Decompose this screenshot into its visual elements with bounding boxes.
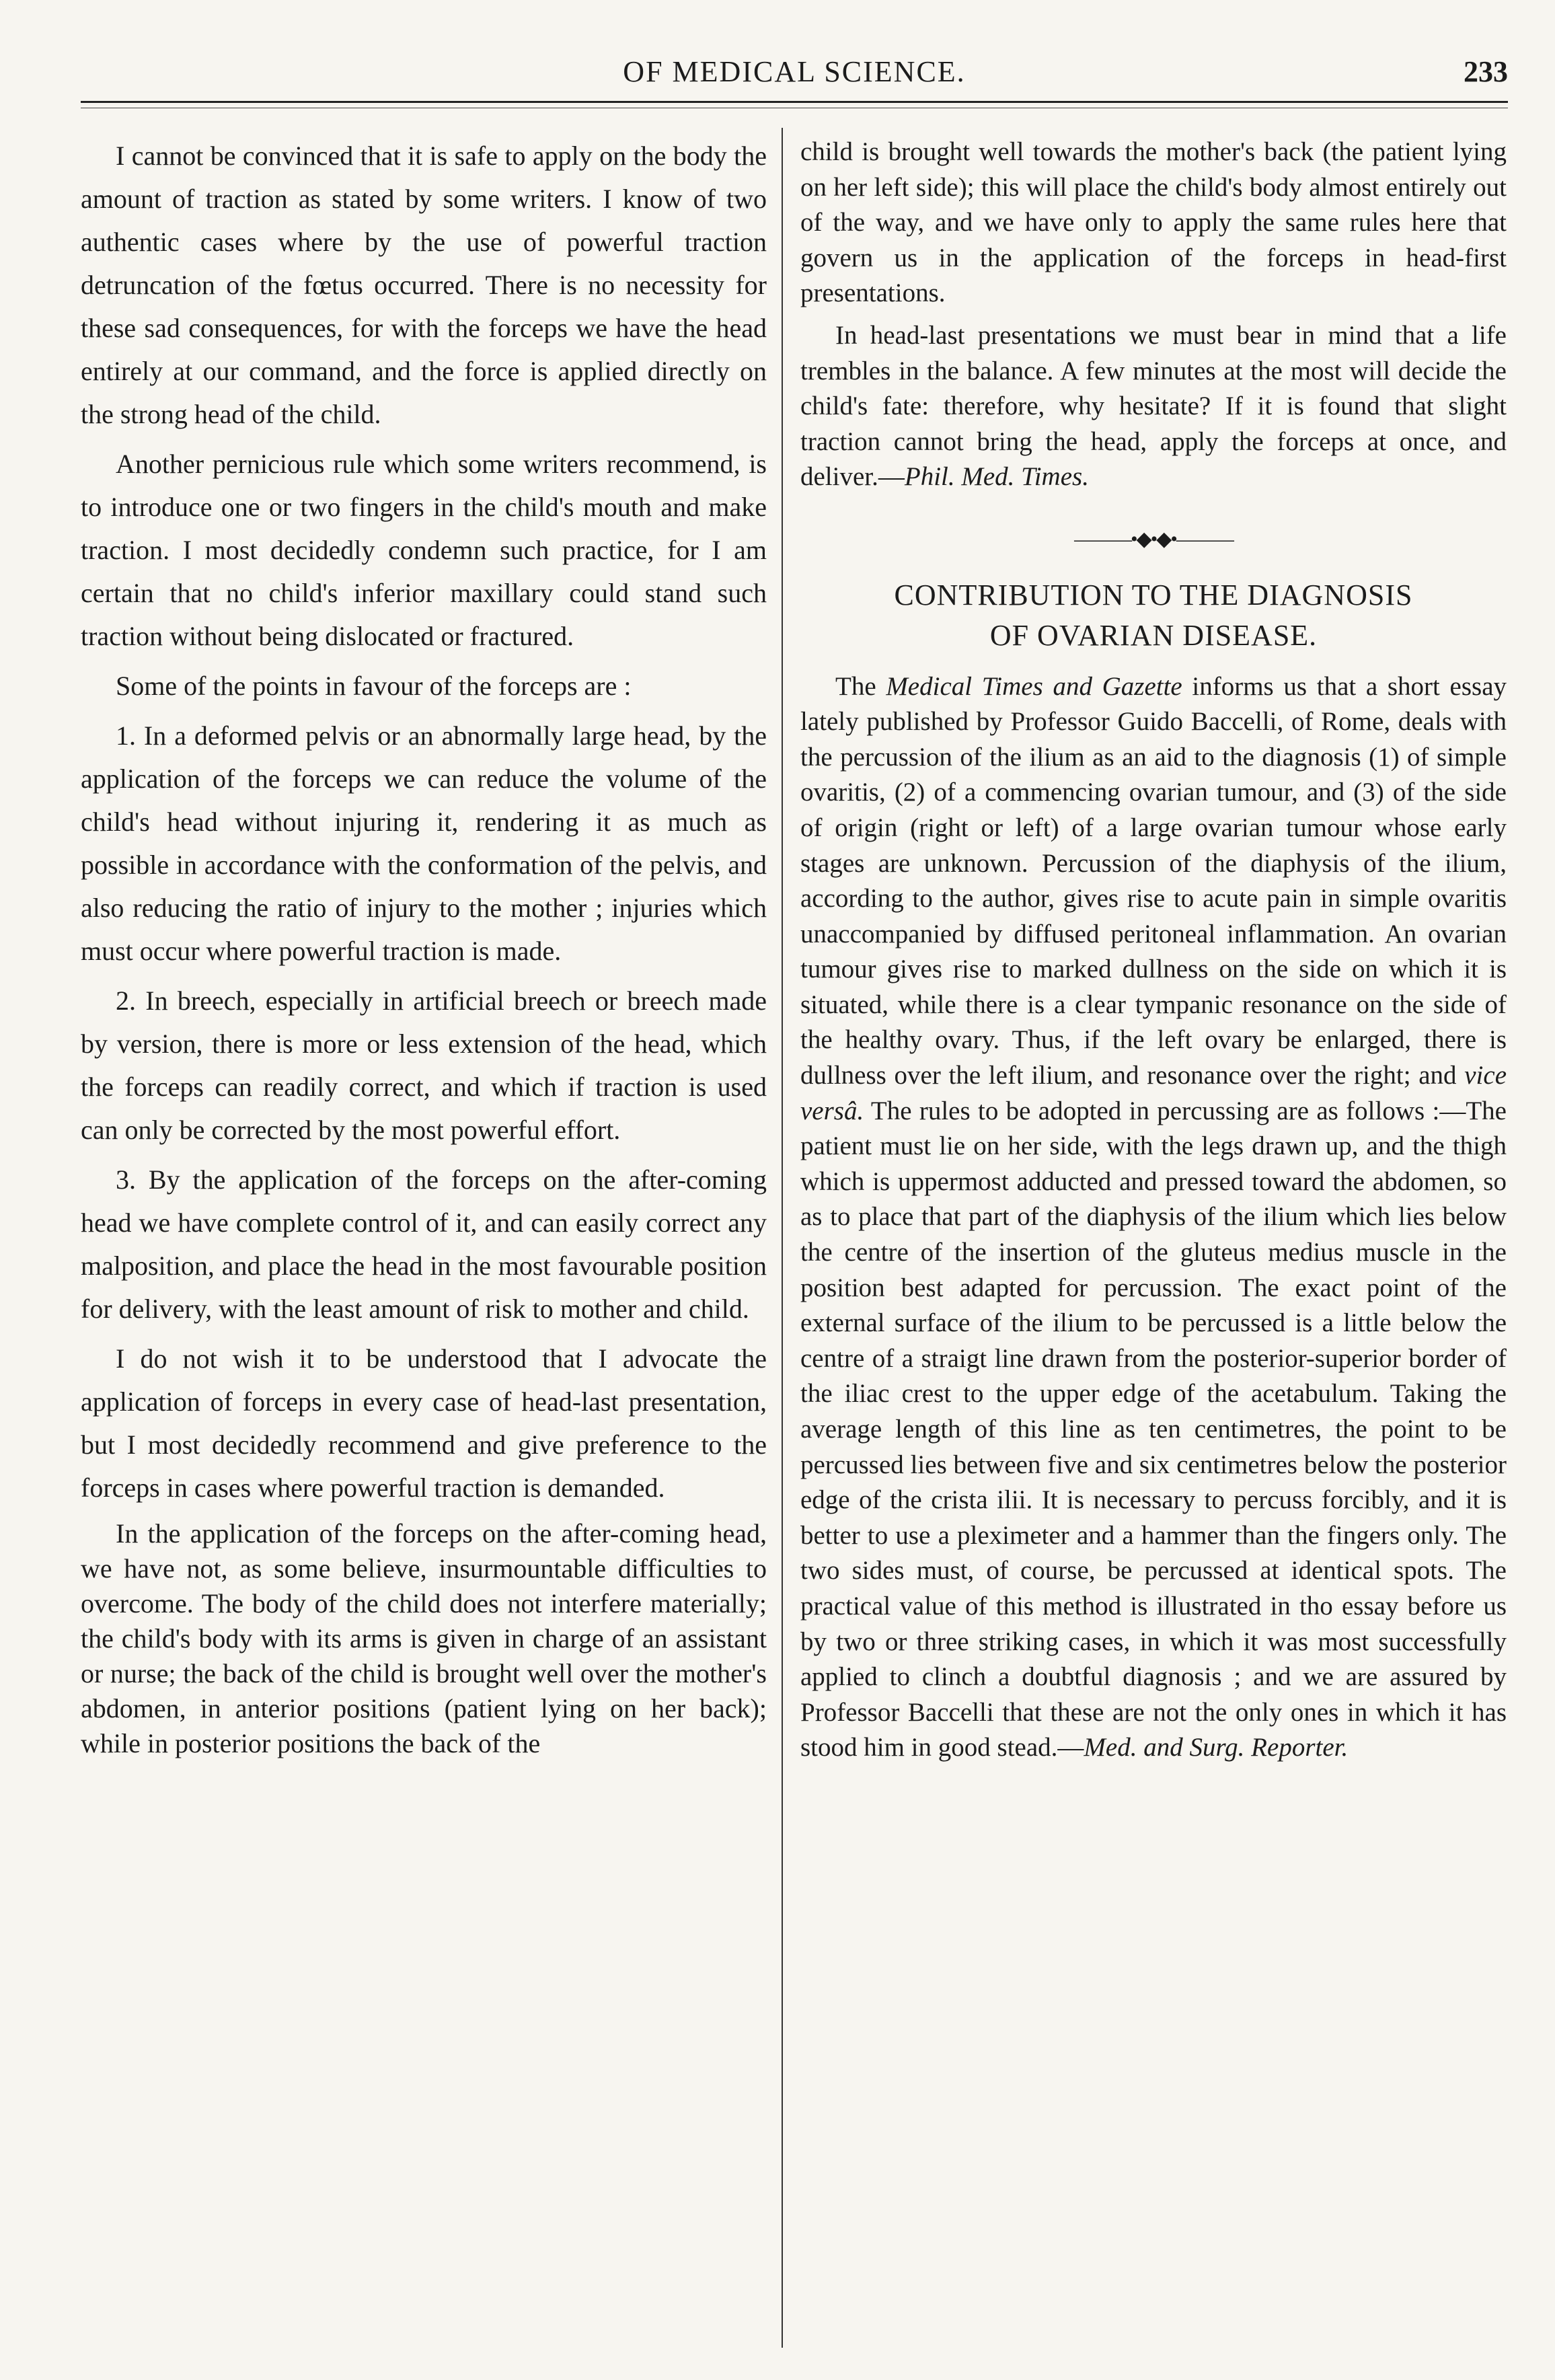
page-number: 233 [1464, 55, 1508, 88]
right-paragraph-1: child is brought well towards the mother's back (the patient lying on her left side); this will place the child's body almost entirely out of the way, and we have only to apply the same rules here that govern us in the application of the forceps in head-first presentations. [800, 137, 1507, 308]
left-paragraph-2: Another pernicious rule which some writers recommend, is to introduce one or two fingers in the child's mouth and make traction. I most decidedly condemn such practice, for I am certain that no child's inferior maxillary could stand such traction without being dislocated or fractured. [81, 449, 767, 651]
article-title-line-2: OF OVARIAN DISEASE. [989, 618, 1318, 652]
left-paragraph-4: 1. In a deformed pelvis or an abnormally large head, by the application of the forceps we can reduce the volume of the child's head without injuring it, rendering it as much as possible in accordance with the conformation of the pelvis, and also reducing the ratio of injury to the mother ; injuries which must occur where powerful traction is made. [81, 720, 767, 966]
article-title-line-1: CONTRIBUTION TO THE DIAGNOSIS [894, 578, 1413, 611]
left-paragraph-6: 3. By the application of the forceps on the after-coming head we have complete control of it, and can easily correct any malposition, and place the head in the most favourable position for delivery, with the least amount of risk to mother and child. [81, 1164, 767, 1324]
article-title [800, 575, 1507, 656]
citation-med-surg-reporter: Med. and Surg. Reporter. [1084, 1733, 1349, 1762]
column-divider [782, 128, 783, 2348]
p3-text-a: The [835, 671, 886, 701]
journal-name: Medical Times and Gazette [886, 671, 1182, 701]
header-rule [81, 101, 1508, 103]
right-paragraph-2 [800, 318, 1507, 495]
left-paragraph-3: Some of the points in favour of the forceps are : [116, 671, 632, 701]
vice-versa: vice versâ. [800, 1061, 1507, 1125]
running-head: OF MEDICAL SCIENCE. [623, 55, 966, 88]
left-paragraph-5: 2. In breech, especially in artificial breech or breech made by version, there is more or less extension of the head, which the forceps can readily correct, and which if traction is used can only be corrected by the most powerful effort. [81, 986, 767, 1145]
left-column [81, 135, 767, 1761]
right-paragraph-3 [800, 669, 1507, 1766]
p3-text-b: informs us that a short essay lately published by Professor Guido Baccelli, of Rome, deals with the percussion of the ilium as an aid to the diagnosis (1) of simple ovaritis, (2) of a commencing ovarian tumour, and (3) of the side of origin (right or left) of a large ovarian tumour whose early stages are unknown. Percussion of the diaphysis of the ilium, according to the author, gives rise to acute pain in simple ovaritis unaccompanied by diffused peritoneal inflammation. An ovarian tumour gives rise to marked dullness on the side on which it is situated, while there is a clear tympanic resonance on the side of the healthy ovary. Thus, if the left ovary be enlarged, there is dullness over the left ilium, and resonance over the right; and [800, 671, 1507, 1090]
page-header [81, 48, 1508, 96]
section-ornament: ———•◆•◆•——— [1074, 527, 1233, 550]
left-paragraph-8: In the application of the forceps on the after-coming head, we have not, as some believe, insurmountable difficulties to overcome. The body of the child does not interfere materially; the child's body with its arms is given in charge of an assistant or nurse; the back of the child is brought well over the mother's abdomen, in anterior positions (patient lying on her back); while in posterior positions the back of the [81, 1518, 767, 1758]
right-column [800, 135, 1507, 1766]
left-paragraph-7: I do not wish it to be understood that I advocate the application of forceps in every case of head-last presentation, but I most decidedly recommend and give preference to the forceps in cases where powerful traction is demanded. [81, 1343, 767, 1503]
right-paragraph-2-text: In head-last presentations we must bear in mind that a life trembles in the balance. A few minutes at the most will decide the child's fate: therefore, why hesitate? If it is found that slight traction cannot bring the head, apply the forceps at once, and deliver.— [800, 320, 1507, 492]
p3-text-c: The rules to be adopted in percussing are as follows :—The patient must lie on her side, with the legs drawn up, and the thigh which is uppermost adducted and pressed toward the abdomen, so as to place that part of the diaphysis of the ilium which lies below the centre of the insertion of the gluteus medius muscle in the position best adapted for percussion. The exact point of the external surface of the ilium to be percussed is a little below the centre of a straigt line drawn from the posterior-superior border of the iliac crest to the upper edge of the acetabulum. Taking the average length of this line as ten centimetres, the point to be percussed lies between five and six centimetres below the posterior edge of the crista ilii. It is necessary to percuss forcibly, and it is better to use a pleximeter and a hammer than the fingers only. The two sides must, of course, be percussed at identical spots. The practical value of this method is illustrated in tho essay before us by two or three striking cases, in which it was most successfully applied to clinch a doubtful diagnosis ; and we are assured by Professor Baccelli that these are not the only ones in which it has stood him in good stead.— [800, 1096, 1507, 1762]
citation-phil-med-times: Phil. Med. Times. [904, 462, 1089, 492]
left-paragraph-1: I cannot be convinced that it is safe to apply on the body the amount of traction as stated by some writers. I know of two authentic cases where by the use of powerful traction detruncation of the fœtus occurred. There is no necessity for these sad consequences, for with the forceps we have the head entirely at our command, and the force is applied directly on the strong head of the child. [81, 141, 767, 429]
